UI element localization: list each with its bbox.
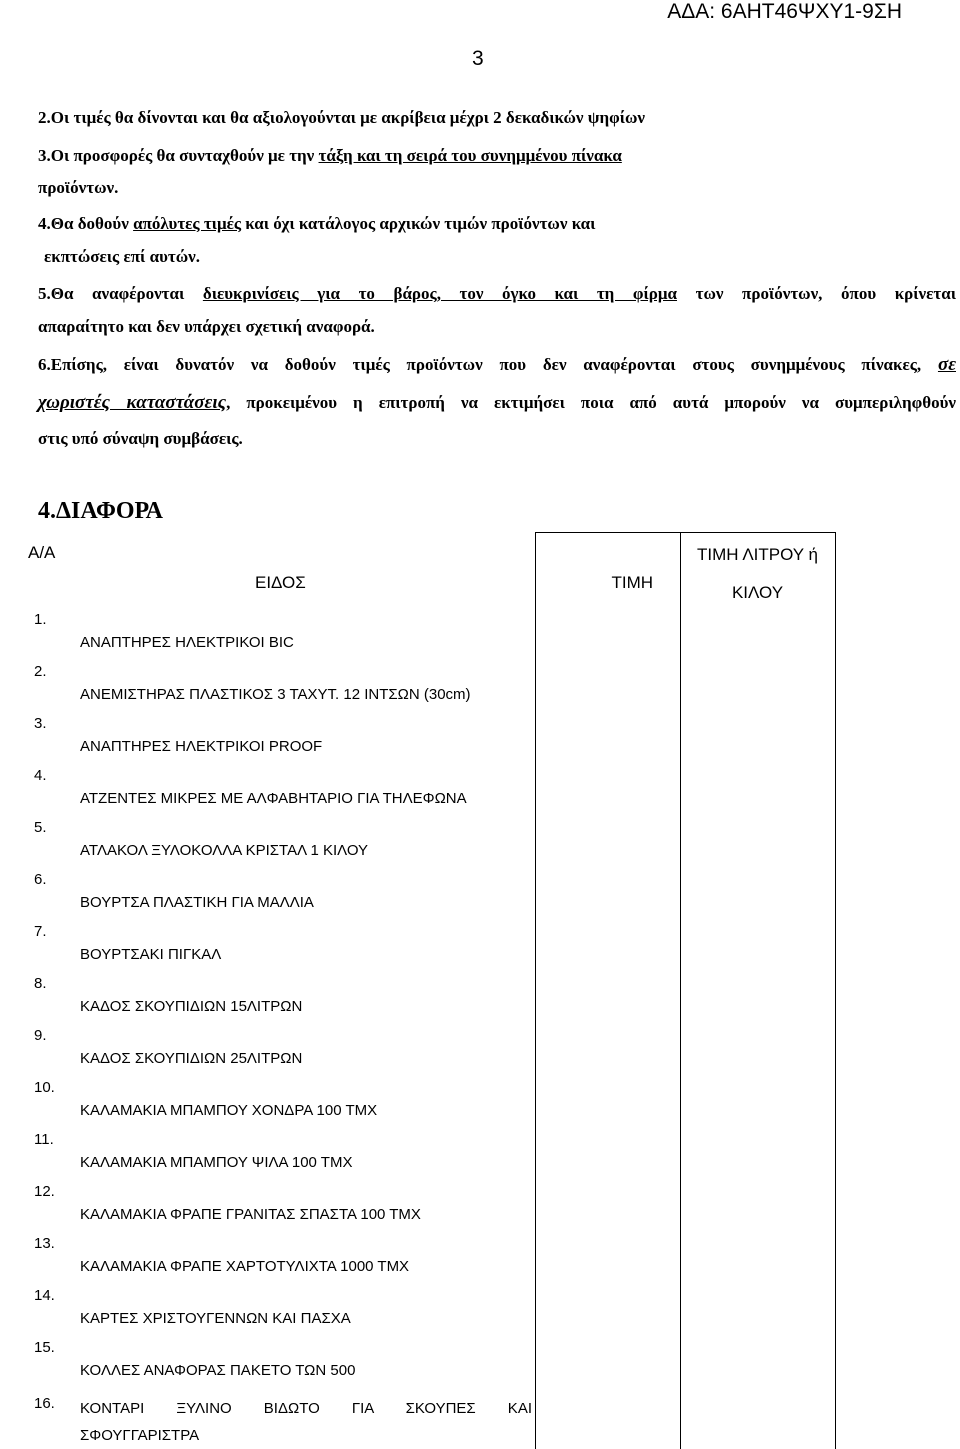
paragraph-4-underlined: απόλυτες τιμές xyxy=(133,214,242,233)
paragraph-2-text: 2.Οι τιμές θα δίνονται και θα αξιολογούνται με ακρίβεια μέχρι 2 δεκαδικών ψηφίων xyxy=(38,108,646,127)
items-table xyxy=(20,532,836,1449)
row-price-cell xyxy=(535,1389,680,1449)
row-price-cell xyxy=(535,921,680,973)
row-item-name xyxy=(80,1389,535,1449)
row-litre-cell xyxy=(680,1077,835,1129)
row-item-name: ΚΑΛΑΜΑΚΙΑ ΦΡΑΠΕ ΓΡΑΝΙΤΑΣ ΣΠΑΣΤΑ 100 ΤΜΧ xyxy=(80,1206,421,1223)
row-item-name: ΚΑΛΑΜΑΚΙΑ ΜΠΑΜΠΟΥ ΧΟΝΔΡΑ 100 ΤΜΧ xyxy=(80,1102,378,1119)
row-number: 15. xyxy=(34,1339,55,1356)
row-item-name: ΒΟΥΡΤΣΑΚΙ ΠΙΓΚΑΛ xyxy=(80,946,222,963)
row-number: 4. xyxy=(34,767,47,784)
header-price-cell xyxy=(535,533,680,610)
paragraph-3-underlined: τάξη και τη σειρά του συνημμένου πίνακα xyxy=(318,146,622,165)
row-number: 9. xyxy=(34,1027,47,1044)
row-litre-cell xyxy=(680,1285,835,1337)
row-item-name: ΚΑΔΟΣ ΣΚΟΥΠΙΔΙΩΝ 15ΛΙΤΡΩΝ xyxy=(80,998,303,1015)
table-row xyxy=(20,921,835,973)
row-number: 11. xyxy=(34,1131,54,1148)
row-price-cell xyxy=(535,609,680,661)
row-item-name-line-2: ΣΦΟΥΓΓΑΡΙΣΤΡΑ xyxy=(80,1427,200,1444)
table-row xyxy=(20,1077,835,1129)
table-row xyxy=(20,1233,835,1285)
row-price-cell xyxy=(535,973,680,1025)
paragraph-6-underlined-b: χωριστές καταστάσεις xyxy=(38,392,227,413)
row-litre-cell xyxy=(680,609,835,661)
table-row xyxy=(20,869,835,921)
row-price-cell xyxy=(535,1129,680,1181)
row-item-name: ΑΝΕΜΙΣΤΗΡΑΣ ΠΛΑΣΤΙΚΟΣ 3 ΤΑΧΥΤ. 12 ΙΝΤΣΩΝ (30cm) xyxy=(80,686,471,703)
row-litre-cell xyxy=(680,1233,835,1285)
row-number: 2. xyxy=(34,663,47,680)
table-row xyxy=(20,1129,835,1181)
header-litre-line-2: ΚΙΛΟΥ xyxy=(731,583,784,602)
row-litre-cell xyxy=(680,1129,835,1181)
paragraph-5-cont xyxy=(38,316,375,338)
row-item-name: ΒΟΥΡΤΣΑ ΠΛΑΣΤΙΚΗ ΓΙΑ ΜΑΛΛΙΑ xyxy=(80,894,314,911)
paragraph-5-underlined: διευκρινίσεις για το βάρος, τον όγκο και τη φίρμα xyxy=(202,284,678,303)
paragraph-4 xyxy=(38,213,595,235)
paragraph-5 xyxy=(38,283,956,305)
paragraph-5-text: 5.Θα αναφέρονται xyxy=(38,284,203,303)
paragraph-5-text-b: των προϊόντων, όπου κρίνεται xyxy=(677,284,956,303)
table-row xyxy=(20,713,835,765)
paragraph-4-text-b: και όχι κατάλογος αρχικών τιμών προϊόντων και xyxy=(241,214,596,233)
row-item-name: ΑΝΑΠΤΗΡΕΣ ΗΛΕΚΤΡΙΚΟΙ BIC xyxy=(80,634,294,651)
row-number: 8. xyxy=(34,975,47,992)
table-row xyxy=(20,817,835,869)
table-row xyxy=(20,1025,835,1077)
table-row xyxy=(20,609,835,661)
row-litre-cell xyxy=(680,1025,835,1077)
row-number: 13. xyxy=(34,1235,55,1252)
paragraph-4-text-cont: εκπτώσεις επί αυτών. xyxy=(44,247,200,266)
row-price-cell xyxy=(535,661,680,713)
paragraph-6-line-2 xyxy=(38,392,956,414)
paragraph-6 xyxy=(38,354,956,376)
header-litre-cell xyxy=(680,533,835,610)
row-price-cell xyxy=(535,817,680,869)
row-price-cell xyxy=(535,1233,680,1285)
row-litre-cell xyxy=(680,921,835,973)
row-item-name: ΚΑΡΤΕΣ ΧΡΙΣΤΟΥΓΕΝΝΩΝ ΚΑΙ ΠΑΣΧΑ xyxy=(80,1310,351,1327)
header-name-cell xyxy=(80,533,535,610)
row-price-cell xyxy=(535,765,680,817)
row-litre-cell xyxy=(680,869,835,921)
paragraph-4-text: 4.Θα δοθούν xyxy=(38,214,134,233)
header-price: ΤΙΜΗ xyxy=(611,573,654,592)
header-litre-line-1: ΤΙΜΗ ΛΙΤΡΟΥ ή xyxy=(696,545,819,564)
paragraph-3-text-cont: προϊόντων. xyxy=(38,178,119,197)
row-number: 14. xyxy=(34,1287,55,1304)
row-number: 1. xyxy=(34,611,47,628)
paragraph-6-text-cont: στις υπό σύναψη συμβάσεις. xyxy=(38,429,243,448)
paragraph-6-underlined-a: σε xyxy=(937,354,956,375)
row-number: 7. xyxy=(34,923,47,940)
row-number: 6. xyxy=(34,871,47,888)
paragraph-6-text-b: , προκειμένου η επιτροπή να εκτιμήσει ποια από αυτά μπορούν να συμπεριληφθούν xyxy=(226,393,957,412)
table-header-row xyxy=(20,533,835,610)
row-item-name: ΚΟΛΛΕΣ ΑΝΑΦΟΡΑΣ ΠΑΚΕΤΟ ΤΩΝ 500 xyxy=(80,1362,356,1379)
row-item-name: ΚΑΛΑΜΑΚΙΑ ΜΠΑΜΠΟΥ ΨΙΛΑ 100 ΤΜΧ xyxy=(80,1154,353,1171)
ada-code: ΑΔΑ: 6ΑΗΤ46ΨΧΥ1-9ΣΗ xyxy=(667,0,902,23)
paragraph-3-cont xyxy=(38,177,118,199)
paragraph-2 xyxy=(38,107,645,129)
header-name: ΕΙΔΟΣ xyxy=(255,572,306,592)
row-litre-cell xyxy=(680,973,835,1025)
row-price-cell xyxy=(535,1181,680,1233)
row-litre-cell xyxy=(680,1389,835,1449)
row-item-name: ΑΝΑΠΤΗΡΕΣ ΗΛΕΚΤΡΙΚΟΙ PROOF xyxy=(80,738,323,755)
paragraph-5-text-cont: απαραίτητο και δεν υπάρχει σχετική αναφορά. xyxy=(38,317,375,336)
row-litre-cell xyxy=(680,713,835,765)
table-row xyxy=(20,1337,835,1389)
row-litre-cell xyxy=(680,817,835,869)
row-number: 10. xyxy=(34,1079,55,1096)
paragraph-6-cont xyxy=(38,428,243,450)
row-price-cell xyxy=(535,869,680,921)
paragraph-3 xyxy=(38,145,622,167)
table-row xyxy=(20,1181,835,1233)
paragraph-3-text: 3.Οι προσφορές θα συνταχθούν με την xyxy=(38,146,319,165)
row-item-name: ΚΑΛΑΜΑΚΙΑ ΦΡΑΠΕ ΧΑΡΤΟΤΥΛΙΧΤΑ 1000 ΤΜΧ xyxy=(80,1258,410,1275)
row-item-name: ΑΤΛΑΚΟΛ ΞΥΛΟΚΟΛΛΑ ΚΡΙΣΤΑΛ 1 ΚΙΛΟΥ xyxy=(80,842,369,859)
row-price-cell xyxy=(535,713,680,765)
row-item-name-line-1: ΚΟΝΤΑΡΙ ΞΥΛΙΝΟ ΒΙΔΩΤΟ ΓΙΑ ΣΚΟΥΠΕΣ ΚΑΙ xyxy=(80,1400,532,1417)
row-litre-cell xyxy=(680,661,835,713)
header-aa-cell xyxy=(20,533,80,610)
section-title: 4.ΔΙΑΦΟΡΑ xyxy=(38,498,163,524)
paragraph-6-text: 6.Επίσης, είναι δυνατόν να δοθούν τιμές προϊόντων που δεν αναφέρονται στους συνημμένους πίνακες, xyxy=(38,355,938,374)
row-item-name: ΚΑΔΟΣ ΣΚΟΥΠΙΔΙΩΝ 25ΛΙΤΡΩΝ xyxy=(80,1050,303,1067)
row-price-cell xyxy=(535,1337,680,1389)
table-row xyxy=(20,661,835,713)
row-number: 3. xyxy=(34,715,47,732)
row-number: 5. xyxy=(34,819,47,836)
row-item-name: ΑΤΖΕΝΤΕΣ ΜΙΚΡΕΣ ΜΕ ΑΛΦΑΒΗΤΑΡΙΟ ΓΙΑ ΤΗΛΕΦΩΝΑ xyxy=(80,790,467,807)
row-litre-cell xyxy=(680,1181,835,1233)
paragraph-4-cont xyxy=(44,246,200,268)
table-row xyxy=(20,1389,835,1449)
header-aa: Α/Α xyxy=(28,542,56,562)
row-price-cell xyxy=(535,1077,680,1129)
row-litre-cell xyxy=(680,1337,835,1389)
row-price-cell xyxy=(535,1285,680,1337)
table-row xyxy=(20,1285,835,1337)
page-number: 3 xyxy=(472,47,484,70)
table-row xyxy=(20,973,835,1025)
row-litre-cell xyxy=(680,765,835,817)
table-row xyxy=(20,765,835,817)
row-number: 16. xyxy=(34,1395,55,1412)
row-price-cell xyxy=(535,1025,680,1077)
row-number: 12. xyxy=(34,1183,55,1200)
